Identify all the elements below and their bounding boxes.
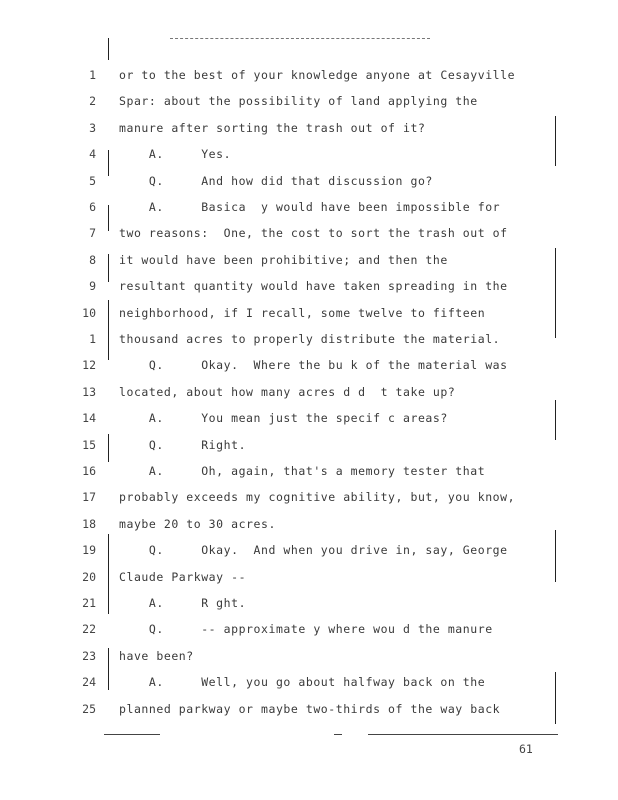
transcript-line: [0, 405, 618, 431]
line-text: neighborhood, if I recall, some twelve to fifteen: [119, 305, 486, 320]
line-text: A. Yes.: [119, 147, 232, 162]
line-number: 15: [82, 437, 96, 452]
line-text: maybe 20 to 30 acres.: [119, 516, 276, 531]
transcript-line: [0, 168, 618, 194]
transcript-line: [0, 62, 618, 88]
line-number: 3: [89, 120, 96, 135]
transcript-line: [0, 88, 618, 114]
line-text: A. R ght.: [119, 596, 247, 610]
transcript-line: [0, 194, 618, 220]
line-number: 22: [82, 622, 96, 637]
line-text: Q. Okay. And when you drive in, say, George: [119, 543, 508, 558]
line-text: two reasons: One, the cost to sort the trash out of: [119, 226, 508, 241]
transcript-line: [0, 590, 618, 616]
line-number: 20: [82, 569, 96, 584]
footer-rule: [104, 734, 160, 735]
transcript-line: [0, 696, 618, 722]
line-text: or to the best of your knowledge anyone at Cesayville: [119, 68, 516, 82]
transcript-line: [0, 537, 618, 563]
line-text: Q. -- approximate y where wou d the manure: [119, 622, 493, 637]
line-number: 23: [82, 648, 96, 663]
line-number: 7: [89, 226, 96, 241]
line-text: A. Basica y would have been impossible for: [119, 200, 501, 214]
line-text: Claude Parkway --: [119, 569, 247, 584]
line-number: 12: [82, 358, 96, 373]
transcript-line: [0, 115, 618, 141]
line-number: 2: [89, 94, 96, 109]
line-text: A. Well, you go about halfway back on the: [119, 675, 486, 690]
transcript-line: [0, 643, 618, 669]
line-text: Q. Right.: [119, 437, 247, 452]
transcript-line: [0, 220, 618, 246]
line-text: manure after sorting the trash out of it?: [119, 120, 426, 135]
line-number: 1: [89, 68, 96, 82]
line-text: A. You mean just the specif c areas?: [119, 411, 448, 426]
line-text: it would have been prohibitive; and then the: [119, 252, 448, 267]
transcript-line: [0, 511, 618, 537]
line-text: A. Oh, again, that's a memory tester that: [119, 464, 486, 478]
transcript-line: [0, 432, 618, 458]
line-number: 19: [82, 543, 96, 558]
line-text: Q. Okay. Where the bu k of the material was: [119, 358, 508, 373]
line-number: 9: [89, 279, 96, 294]
header-rule: [170, 38, 430, 39]
line-number: 21: [82, 596, 96, 610]
transcript-line: [0, 141, 618, 167]
transcript-line: [0, 458, 618, 484]
transcript-line: [0, 326, 618, 352]
line-number: 17: [82, 490, 96, 505]
left-margin-rule: [108, 38, 109, 60]
line-number: 10: [82, 305, 96, 320]
line-text: planned parkway or maybe two-thirds of the way back: [119, 701, 501, 716]
transcript-line: [0, 669, 618, 695]
line-text: Q. And how did that discussion go?: [119, 173, 433, 188]
transcript-line: [0, 352, 618, 378]
line-text: probably exceeds my cognitive ability, but, you know,: [119, 490, 516, 505]
line-text: located, about how many acres d d t take up?: [119, 384, 456, 399]
line-number: 4: [89, 147, 96, 162]
line-text: resultant quantity would have taken spreading in the: [119, 279, 508, 294]
transcript-line: [0, 564, 618, 590]
footer-rule: [334, 734, 342, 735]
transcript-line: [0, 379, 618, 405]
line-text: thousand acres to properly distribute the material.: [119, 332, 501, 346]
page-number: 61: [519, 742, 533, 756]
transcript-line: [0, 484, 618, 510]
line-number: 18: [82, 516, 96, 531]
footer-rule: [368, 734, 558, 735]
line-number: 6: [89, 200, 96, 214]
transcript-line: [0, 247, 618, 273]
line-number: 8: [89, 252, 96, 267]
line-number: 1: [89, 332, 96, 346]
line-number: 5: [89, 173, 96, 188]
line-number: 13: [82, 384, 96, 399]
transcript-line: [0, 273, 618, 299]
transcript-line: [0, 300, 618, 326]
line-text: have been?: [119, 648, 194, 663]
line-text: Spar: about the possibility of land applying the: [119, 94, 478, 109]
transcript-line: [0, 616, 618, 642]
line-number: 16: [82, 464, 96, 478]
line-number: 14: [82, 411, 96, 426]
line-number: 24: [82, 675, 96, 690]
line-number: 25: [82, 701, 96, 716]
